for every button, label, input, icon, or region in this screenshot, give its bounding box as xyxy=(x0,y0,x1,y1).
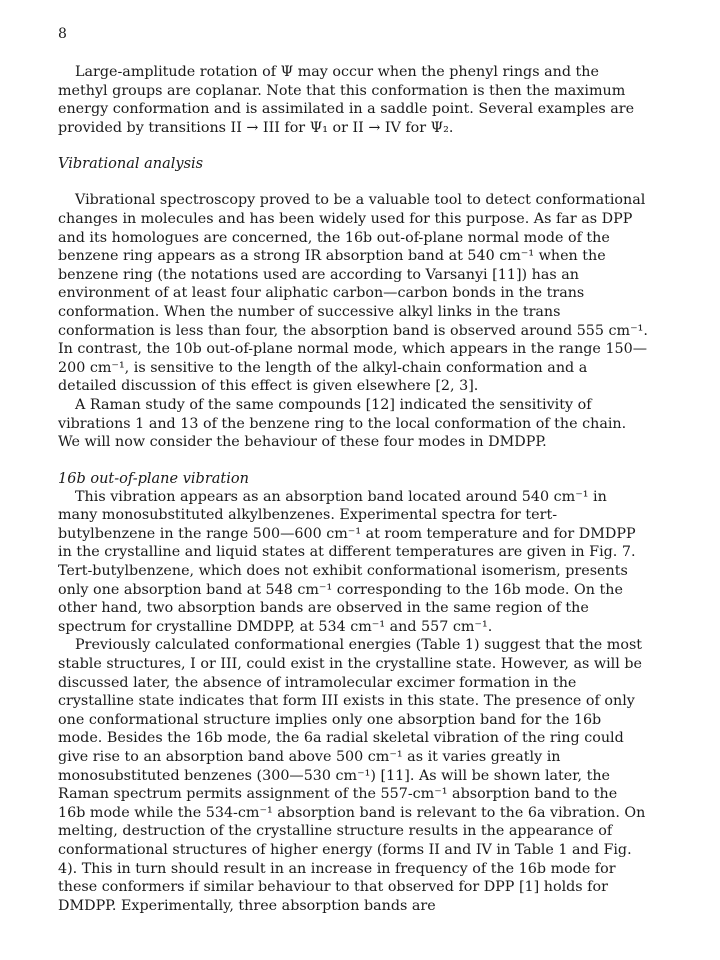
page-number: 8 xyxy=(58,26,67,42)
paragraph-rotation: Large-amplitude rotation of Ψ may occur when the phenyl rings and the methyl groups are coplanar. Note that this conformation is then the maximum energy conformation and is assimilated in a saddle point. Several examples are provided by transitions II → III for Ψ₁ or II → IV for Ψ₂. xyxy=(58,64,635,136)
paragraph-16b-absorption: This vibration appears as an absorption band located around 540 cm⁻¹ in many monosubstituted alkylbenzenes. Experimental spectra for tert-butylbenzene in the range 500—600 cm⁻¹ at room temperature and for DMDPP in the crystalline and liquid states at different temperatures are given in Fig. 7. Tert-butylbenzene, which does not exhibit conformational isomerism, presents only one absorption band at 548 cm⁻¹ corresponding to the 16b mode. On the other hand, two absorption bands are observed in the same region of the spectrum for crystalline DMDPP, at 534 cm⁻¹ and 557 cm⁻¹. xyxy=(58,488,636,635)
paragraph-conformational-energies: Previously calculated conformational energies (Table 1) suggest that the most stable structures, I or III, could exist in the crystalline state. However, as will be discussed later, the absence of intramolecular excimer formation in the crystalline state indicates that form III exists in this state. The presence of only one conformational structure implies only one absorption band for the 16b mode. Besides the 16b mode, the 6a radial skeletal vibration of the ring could give rise to an absorption band above 500 cm⁻¹ as it varies greatly in monosubstituted benzenes (300—530 cm⁻¹) [11]. As will be shown later, the Raman spectrum permits assignment of the 557-cm⁻¹ absorption band to the 16b mode while the 534-cm⁻¹ absorption band is relevant to the 6a vibration. On melting, destruction of the crystalline structure results in the appearance of conformational structures of higher energy (forms II and IV in Table 1 and Fig. 4). This in turn should result in an increase in frequency of the 16b mode for these conformers if similar behaviour to that observed for DPP [1] holds for DMDPP. Experimentally, three absorption bands are xyxy=(58,637,646,914)
document-page xyxy=(58,26,648,915)
paragraph-vibrational-spectroscopy: Vibrational spectroscopy proved to be a valuable tool to detect conformational changes in molecules and has been widely used for this purpose. As far as DPP and its homologues are concerned, the 16b out-of-plane normal mode of the benzene ring appears as a strong IR absorption band at 540 cm⁻¹ when the benzene ring (the notations used are according to Varsanyi [11]) has an environment of at least four aliphatic carbon—carbon bonds in the trans conformation. When the number of successive alkyl links in the trans conformation is less than four, the absorption band is observed around 555 cm⁻¹. In contrast, the 10b out-of-plane normal mode, which appears in the range 150—200 cm⁻¹, is sensitive to the length of the alkyl-chain conformation and a detailed discussion of this effect is given elsewhere [2, 3]. xyxy=(58,192,648,395)
subsection-heading-16b: 16b out-of-plane vibration xyxy=(58,470,249,487)
paragraph-raman-study: A Raman study of the same compounds [12] indicated the sensitivity of vibrations 1 and 13 of the benzene ring to the local conformation of the chain. We will now consider the behaviour of these four modes in DMDPP. xyxy=(58,396,627,451)
section-heading-vibrational-analysis: Vibrational analysis xyxy=(58,156,204,173)
